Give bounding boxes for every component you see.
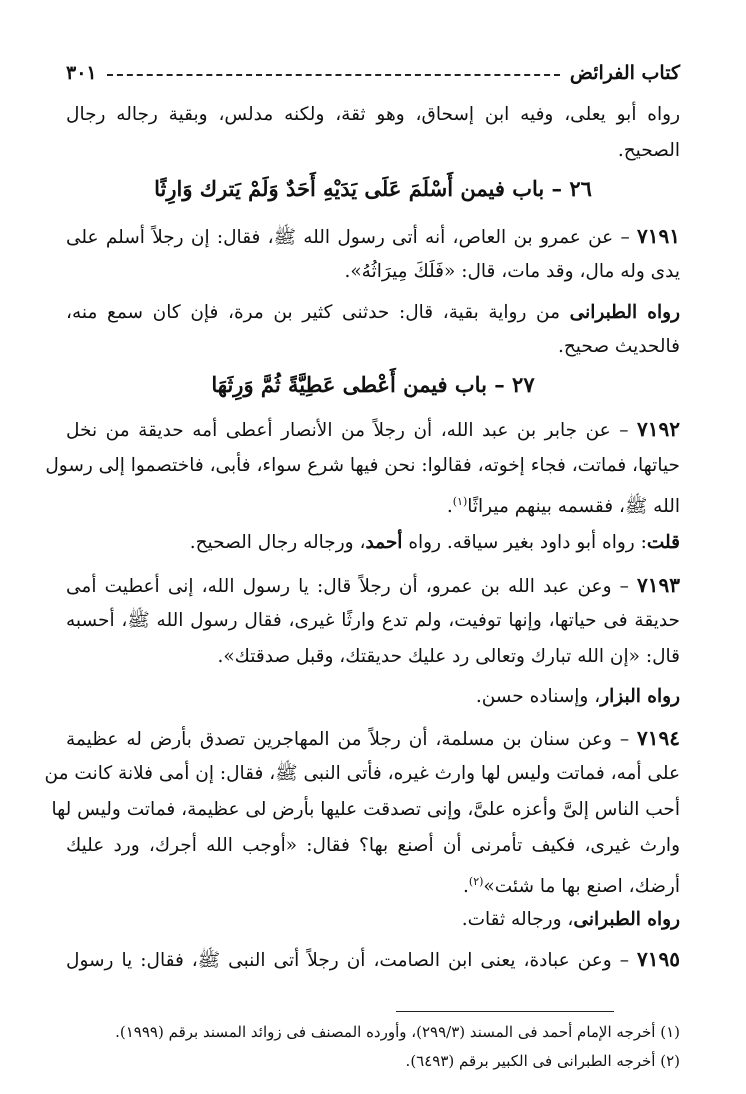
text-line: يدى وله مال، وقد مات، قال: «فَلَكَ مِيرَاثُهُ». bbox=[344, 261, 680, 282]
running-header bbox=[66, 58, 680, 88]
document-page bbox=[44, 0, 681, 1094]
page-number: ٣٠١ bbox=[66, 62, 97, 84]
text-line: أحب الناس إلىَّ وأعزه علىَّ، وإنى تصدقت عليها بأرض لى عظيمة، فماتت وليس لها bbox=[51, 799, 680, 820]
text-line: رواه الطبرانى، ورجاله ثقات. bbox=[461, 909, 680, 930]
text-line: رواه الطبرانى من رواية بقية، قال: حدثنى كثير بن مرة، فإن كان سمع منه، bbox=[66, 302, 681, 323]
text-line: رواه أبو يعلى، وفيه ابن إسحاق، وهو ثقة، ولكنه مدلس، وبقية رجاله رجال bbox=[66, 104, 680, 125]
footnote-ref: (٢) bbox=[468, 875, 484, 888]
text-line: قلت: رواه أبو داود بغير سياقه. رواه أحمد، ورجاله رجال الصحيح. bbox=[189, 532, 680, 553]
text-line: على أمه، فماتت وليس لها وارث غيره، فأتى النبى ﷺ، فقال: إن أمى فلانة كانت من bbox=[44, 763, 680, 784]
text-line: حديقة فى حياتها، وإنها توفيت، ولم تدع وارثًا غيرى، فقال رسول الله ﷺ، أحسبه bbox=[66, 610, 680, 631]
text-line: قال: «إن الله تبارك وتعالى رد عليك حديقتك، وقبل صدقتك». bbox=[217, 646, 680, 667]
hadith-number: ٧١٩١ bbox=[637, 224, 680, 248]
hadith-7191: ٧١٩١ – عن عمرو بن العاص، أنه أتى رسول الله ﷺ، فقال: إن رجلاً أسلم على bbox=[66, 224, 680, 248]
text-line: أرضك، اصنع بها ما شئت»$^{(٢)}$. bbox=[463, 875, 680, 898]
footnote-1: (١) أخرجه الإمام أحمد فى المسند (٢٩٩/٣)، وأورده المصنف فى زوائد المسند برقم (١٩٩٩). bbox=[115, 1023, 680, 1041]
hadith-7192: ٧١٩٢ – عن جابر بن عبد الله، أن رجلاً من الأنصار أعطى أمه حديقة من نخل bbox=[66, 417, 680, 441]
text-line: الصحيح. bbox=[617, 140, 680, 161]
header-rule bbox=[107, 74, 560, 76]
text-line: رواه البزار، وإسناده حسن. bbox=[475, 686, 680, 707]
section-heading-26: ٢٦ – باب فيمن أَسْلَمَ عَلَى يَدَيْهِ أَحَدٌ وَلَمْ يَترك وَارِثًا bbox=[154, 176, 592, 201]
footnote-rule bbox=[396, 1011, 614, 1012]
text-line: حياتها، فماتت، فجاء إخوته، فقالوا: نحن فيها شرع سواء، فأبى، فاختصموا إلى رسول bbox=[45, 455, 680, 476]
hadith-number: ٧١٩٥ bbox=[637, 947, 680, 971]
text-line: فالحديث صحيح. bbox=[557, 336, 680, 357]
hadith-7193: ٧١٩٣ – وعن عبد الله بن عمرو، أن رجلاً قال: يا رسول الله، إنى أعطيت أمى bbox=[66, 573, 680, 597]
footnote-2: (٢) أخرجه الطبرانى فى الكبير برقم (٦٤٩٣). bbox=[405, 1052, 680, 1070]
text-line: الله ﷺ، فقسمه بينهم ميراثًا$^{(١)}$. bbox=[446, 495, 680, 518]
hadith-number: ٧١٩٤ bbox=[637, 726, 680, 750]
section-heading-27: ٢٧ – باب فيمن أَعْطى عَطِيَّةً ثُمَّ وَرِثَهَا bbox=[211, 372, 535, 397]
footnote-ref: (١) bbox=[452, 495, 468, 508]
text-line: وارث غيرى، فكيف تأمرنى أن أصنع بها؟ فقال: «أوجب الله أجرك، ورد عليك bbox=[66, 835, 680, 856]
hadith-number: ٧١٩٣ bbox=[637, 573, 680, 597]
hadith-7194: ٧١٩٤ – وعن سنان بن مسلمة، أن رجلاً من المهاجرين تصدق بأرض له عظيمة bbox=[66, 726, 680, 750]
chapter-title: كتاب الفرائض bbox=[569, 62, 680, 84]
hadith-number: ٧١٩٢ bbox=[637, 417, 680, 441]
hadith-7195: ٧١٩٥ – وعن عبادة، يعنى ابن الصامت، أن رجلاً أتى النبى ﷺ، فقال: يا رسول bbox=[66, 947, 680, 971]
